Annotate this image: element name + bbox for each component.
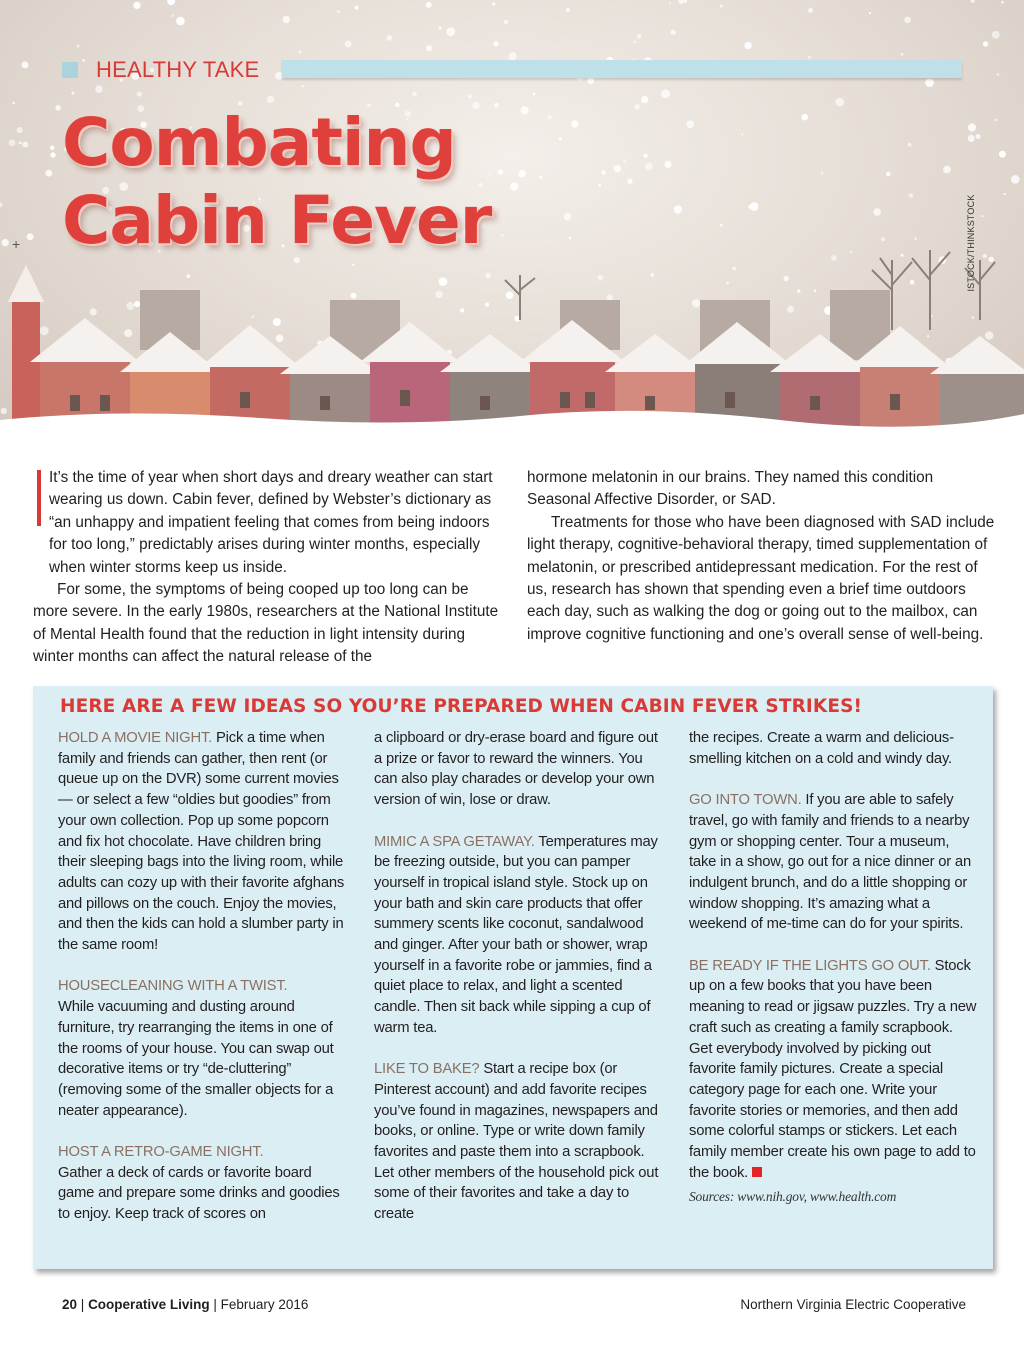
snowflake	[983, 254, 987, 258]
snowflake	[137, 91, 142, 96]
intro-paragraph: For some, the symptoms of being cooped up too long can be more severe. In the early 1980s, researchers at the National Institute of Mental Health found that the reduction in light intensity during winter months can affect the natural release of the	[33, 581, 499, 666]
snowflake	[651, 273, 654, 276]
snowflake	[684, 0, 687, 3]
headline-line-2: Cabin Fever	[62, 182, 492, 259]
snowflake	[439, 27, 442, 30]
snowflake	[345, 41, 352, 48]
snowflake	[881, 237, 885, 241]
snowflake	[494, 103, 499, 108]
snowflake	[908, 143, 912, 147]
snowflake	[176, 17, 185, 26]
snowflake	[0, 202, 3, 207]
snowflake	[901, 254, 904, 257]
idea-text: Stock up on a few books that you have been meaning to read or jigsaw puzzles. Try a new craft such as creating a family scrapbook. Get everybody involved by picking out favorite family pictures. Create a special category page for each one. Write your favorite stories or memories, and then add some colorful stamps or stickers. Let each family member create his own page to add to the book.	[689, 957, 977, 1181]
snowflake	[50, 146, 54, 150]
snowflake	[669, 2, 671, 4]
intro-paragraph: It’s the time of year when short days and dreary weather can start wearing us down. Cabin fever, defined by Webster’s dictionary as “an unhappy and impatient feeling that comes from being indoors for too long,” predictably arises during winter months, especially when winter storms keep us inside.	[49, 469, 493, 576]
snowflake	[598, 275, 603, 280]
snowflake	[981, 215, 983, 217]
photo-credit: ISTOCK/THINKSTOCK	[966, 194, 976, 292]
snowflake	[568, 237, 571, 240]
snowflake	[784, 276, 789, 281]
idea-heading: HOLD A MOVIE NIGHT.	[58, 730, 213, 746]
snowflake	[869, 12, 871, 14]
idea-item	[374, 832, 666, 1039]
snowflake	[744, 42, 751, 49]
snowflake	[171, 14, 174, 17]
idea-text: Pick a time when family and friends can gather, then rent (or queue up on the DVR) some current movies — or select a few “oldies but goodies” from your own collection. Pop up some popcorn and fix hot chocolate. Have children bring their sleeping bags into the living room, while adults can cozy up with their favorite afghans and pillows on the couch. Enjoy the movies, and then the kids can hold a slumber party in the same room!	[58, 730, 345, 954]
footer-divider: |	[80, 1297, 89, 1312]
snowflake	[607, 294, 613, 300]
snowflake	[548, 115, 552, 119]
snowflake	[909, 193, 914, 198]
snowflake	[167, 0, 175, 5]
sidebar-column-2	[374, 728, 666, 1246]
snowflake	[983, 41, 988, 46]
idea-item	[58, 976, 350, 1121]
snowflake	[686, 121, 694, 129]
snowflake	[671, 30, 676, 35]
snowflake	[133, 2, 140, 9]
snowflake	[504, 20, 508, 24]
snowflake	[19, 141, 22, 144]
snowflake	[1, 408, 7, 414]
snowflake	[972, 316, 975, 319]
snowflake	[45, 170, 52, 177]
snowflake	[267, 96, 274, 103]
snowflake	[27, 233, 34, 240]
snowflake	[1011, 175, 1020, 184]
idea-item	[58, 728, 350, 956]
snowflake	[435, 291, 442, 298]
intro-paragraph: Treatments for those who have been diagnosed with SAD include light therapy, cognitive-behavioral therapy, timed supplementation of melatonin, or prescribed antidepressant medication. For the rest of us, research has shown that spending even a brief time outdoors each day, such as walking the dog or going out to the mailbox, can improve cognitive functioning and one’s overall sense of well-being.	[527, 513, 995, 643]
snowflake	[273, 318, 281, 326]
snowflake	[801, 114, 808, 121]
snowflake	[674, 205, 682, 213]
snowflake	[126, 302, 134, 310]
headline-line-1: Combating	[62, 104, 456, 181]
snowflake	[539, 176, 542, 179]
snowflake	[468, 95, 472, 99]
snowflake	[22, 61, 29, 68]
snowflake	[999, 151, 1006, 158]
snowflake	[12, 102, 15, 105]
snowflake	[808, 8, 813, 13]
snowflake	[501, 234, 504, 237]
snowflake	[566, 8, 570, 12]
snowflake	[355, 6, 359, 10]
snowflake	[276, 334, 284, 342]
idea-text: Temperatures may be freezing outside, but you can pamper yourself in tropical island style. Stock up on your bath and skin care products that offer summery scents like coconut, sandalwood and ginger. After your bath or shower, wrap yourself in a favorite robe or jammies, find a quiet place to relax, and light a scented candle. Then sit back while sipping a cup of warm tea.	[374, 833, 658, 1036]
intro-column-right	[527, 467, 997, 646]
snowflake	[645, 163, 653, 171]
snowflake	[71, 92, 74, 95]
snowflake	[692, 299, 700, 307]
snowflake	[831, 255, 837, 261]
snowflake	[95, 85, 103, 93]
publication-name: Cooperative Living	[88, 1297, 210, 1312]
snowflake	[971, 0, 975, 3]
snowflake	[485, 273, 491, 279]
snowflake	[571, 120, 579, 128]
cooperative-name: Northern Virginia Electric Cooperative	[740, 1297, 966, 1312]
snowflake	[17, 127, 23, 133]
snowflake	[994, 119, 997, 122]
idea-heading: HOST A RETRO-GAME NIGHT.	[58, 1144, 264, 1161]
snowflake	[90, 308, 97, 315]
snowflake	[624, 160, 627, 163]
snowflake	[387, 35, 393, 41]
snowflake	[520, 106, 528, 114]
snowflake	[720, 5, 723, 8]
snowflake	[76, 44, 79, 47]
snowflake	[678, 0, 683, 4]
idea-item	[689, 790, 979, 935]
snowflake	[426, 45, 432, 51]
snowflake	[821, 172, 824, 175]
snowflake	[439, 277, 448, 286]
snowflake	[498, 170, 503, 175]
snowflake	[976, 134, 981, 139]
issue-date: February 2016	[220, 1297, 309, 1312]
snowflake	[873, 208, 881, 216]
snowflake	[968, 135, 975, 142]
idea-item	[689, 956, 979, 1184]
idea-text: While vacuuming and dusting around furniture, try rearranging the items in one of the rooms of your house. You can swap out decorative items or try “de-cluttering” (removing some of the smaller objects for a neater appearance).	[58, 999, 334, 1119]
snowflake	[22, 142, 28, 148]
snowflake	[914, 237, 917, 240]
idea-text: If you are able to safely travel, go with family and friends to a nearby gym or shopping center. Tour a museum, take in a show, go out for a nice dinner or an indulgent brunch, and do a little shopping or window shopping. It’s amazing what a weekend of me-time can do for your spirits.	[689, 792, 971, 933]
snowflake	[134, 301, 140, 307]
intro-paragraph: hormone melatonin in our brains. They named this condition Seasonal Affective Disorder, or SAD.	[527, 469, 934, 509]
snowflake	[510, 182, 518, 190]
snowflake	[559, 137, 562, 140]
snowflake	[808, 56, 811, 59]
idea-heading: LIKE TO BAKE?	[374, 1061, 480, 1078]
snowflake	[732, 267, 736, 271]
idea-item	[374, 728, 666, 811]
idea-heading: HOUSECLEANING WITH A TWIST.	[58, 978, 288, 995]
idea-text: a clipboard or dry-erase board and figure out a prize or favor to reward the winners. You can also play charades or develop your own version of win, lose or draw.	[374, 730, 658, 809]
article-headline	[62, 104, 491, 260]
snowflake	[635, 104, 640, 109]
section-square-icon	[62, 62, 78, 78]
idea-text: Gather a deck of cards or favorite board game and prepare some drinks and goodies to enjoy. Keep track of scores on	[58, 1164, 340, 1223]
idea-text: the recipes. Create a warm and delicious-smelling kitchen on a cold and windy day.	[689, 730, 954, 767]
snowflake	[599, 184, 602, 187]
snowflake	[997, 73, 1000, 76]
snowflake	[985, 331, 994, 340]
snowflake	[460, 308, 464, 312]
snowflake	[750, 202, 759, 211]
snowflake	[726, 282, 728, 284]
idea-item	[374, 1059, 666, 1225]
snowflake	[641, 96, 648, 103]
snowflake	[886, 172, 891, 177]
snowflake	[533, 93, 536, 96]
snowflake	[9, 140, 16, 147]
snowflake	[485, 303, 489, 307]
page-footer-left	[62, 1297, 308, 1312]
idea-item	[58, 1142, 350, 1225]
end-mark-icon	[752, 1167, 762, 1177]
snowflake	[633, 41, 636, 44]
snowflake	[910, 280, 915, 285]
snowflake	[518, 170, 526, 178]
snowflake	[850, 251, 852, 253]
sidebar-column-3	[689, 728, 979, 1208]
snowflake	[283, 16, 290, 23]
snowflake	[614, 165, 621, 172]
snowflake	[927, 335, 929, 337]
snowflake	[492, 2, 495, 5]
snowflake	[412, 91, 417, 96]
footer-divider: |	[213, 1297, 221, 1312]
snowflake	[251, 316, 254, 319]
section-tag	[62, 58, 259, 82]
snowflake	[602, 171, 606, 175]
idea-heading: MIMIC A SPA GETAWAY.	[374, 833, 535, 850]
snowflake	[426, 2, 432, 8]
snowflake	[741, 133, 743, 135]
snowflake	[506, 291, 514, 299]
intro-column-left	[33, 467, 499, 669]
snowflake	[904, 17, 911, 24]
snowflake	[637, 34, 642, 39]
snowflake	[187, 274, 191, 278]
snowflake	[664, 161, 671, 168]
sources-note: Sources: www.nih.gov, www.health.com	[689, 1189, 897, 1205]
idea-text: Start a recipe box (or Pinterest account) and add favorite recipes you’ve found in magazines, newspapers and books, or online. Type or write down family favorites and paste them into a scrapbook. Let other members of the household pick out some of their favorites and take a day to create	[374, 1061, 659, 1223]
ideas-sidebar	[33, 686, 993, 1269]
registration-mark-icon: +	[12, 236, 21, 252]
snowflake	[661, 89, 670, 98]
snowflake	[797, 289, 800, 292]
snowflake	[55, 105, 60, 110]
snowflake	[1001, 1, 1004, 4]
snowflake	[1004, 193, 1006, 195]
snowflake	[352, 264, 355, 267]
snowflake	[836, 98, 845, 107]
snowflake	[351, 293, 357, 299]
idea-heading: BE READY IF THE LIGHTS GO OUT.	[689, 957, 931, 974]
page-number: 20	[62, 1297, 78, 1312]
hero-illustration	[0, 0, 1024, 445]
sidebar-column-1	[58, 728, 350, 1246]
snowflake	[302, 85, 304, 87]
snowflake	[124, 329, 132, 337]
sidebar-title: HERE ARE A FEW IDEAS SO YOU’RE PREPARED WHEN CABIN FEVER STRIKES!	[60, 696, 863, 717]
idea-item	[689, 728, 979, 769]
snowflake	[299, 51, 302, 54]
snowflake	[720, 224, 723, 227]
snowflake	[564, 213, 571, 220]
idea-heading: GO INTO TOWN.	[689, 792, 802, 809]
section-label: HEALTHY TAKE	[96, 57, 260, 82]
snowflake	[493, 41, 498, 46]
snowflake	[992, 31, 1000, 39]
snowflake	[989, 257, 994, 262]
snowflake	[943, 166, 951, 174]
snowflake	[901, 53, 904, 56]
snowflake	[1, 239, 8, 246]
snowflake	[50, 152, 55, 157]
snowflake	[40, 326, 49, 335]
snowflake	[814, 290, 817, 293]
snowflake	[787, 306, 794, 313]
snowflake	[337, 10, 339, 12]
snowflake	[446, 27, 455, 36]
snowflake	[627, 179, 632, 184]
snowflake	[925, 79, 934, 88]
snowflake	[968, 123, 976, 131]
snowflake	[644, 154, 648, 158]
section-rule	[282, 60, 962, 78]
